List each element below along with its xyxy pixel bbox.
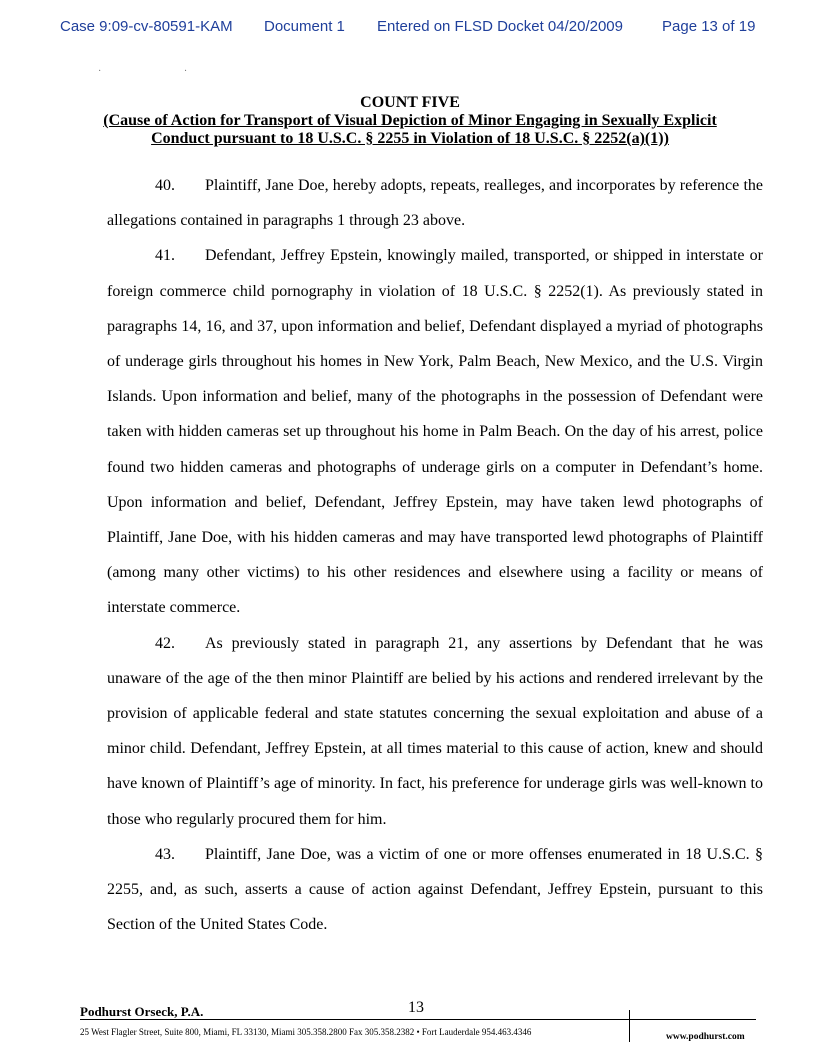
footer-divider [80,1019,756,1020]
count-heading [0,94,820,148]
paragraph-number: 42. [155,634,175,652]
paragraph [107,238,763,625]
paragraph-text: Plaintiff, Jane Doe, was a victim of one or more offenses enumerated in 18 U.S.C. § 2255, and, as such, asserts a cause of action against Defendant, Jeffrey Epstein, pursuant to this Section of the United States Code. [107,845,763,934]
entered-date: Entered on FLSD Docket 04/20/2009 [377,18,623,35]
paragraph-text: Defendant, Jeffrey Epstein, knowingly mailed, transported, or shipped in interstate or foreign commerce child pornography in violation of 18 U.S.C. § 2252(1). As previously stated in paragraphs 14, 16, and 37, upon information and belief, Defendant displayed a myriad of photographs of underage girls throughout his homes in New York, Palm Beach, New Mexico, and the U.S. Virgin Islands. Upon information and belief, many of the photographs in the possession of Defendant were taken with hidden cameras set up throughout his home in Palm Beach. On the day of his arrest, police found two hidden cameras and photographs of underage girls on a computer in Defendant’s home. Upon information and belief, Defendant, Jeffrey Epstein, may have taken lewd photographs of Plaintiff, Jane Doe, with his hidden cameras and may have transported lewd photographs of Plaintiff (among many other victims) to his other residences and elsewhere using a facility or means of interstate commerce. [107,247,763,617]
scan-marks: · · [98,66,228,77]
count-title: COUNT FIVE [360,94,460,111]
case-number: Case 9:09-cv-80591-KAM [60,18,233,35]
firm-website: www.podhurst.com [666,1032,745,1042]
paragraph-text: Plaintiff, Jane Doe, hereby adopts, repeats, realleges, and incorporates by reference the allegations contained in paragraphs 1 through 23 above. [107,177,763,230]
firm-name: Podhurst Orseck, P.A. [80,1004,204,1019]
paragraph-number: 40. [155,177,175,194]
count-subtitle-line2: Conduct pursuant to 18 U.S.C. § 2255 in Violation of 18 U.S.C. § 2252(a)(1)) [151,130,669,147]
paragraph-number: 41. [155,247,175,265]
document-number: Document 1 [264,18,345,35]
firm-address: 25 West Flagler Street, Suite 800, Miami, FL 33130, Miami 305.358.2800 Fax 305.358.2382 • Fort Lauderdale 954.463.4346 [80,1027,532,1037]
page-indicator: Page 13 of 19 [662,18,756,35]
count-subtitle-line1: (Cause of Action for Transport of Visual Depiction of Minor Engaging in Sexually Explicit [103,112,717,129]
page-number: 13 [408,999,424,1016]
paragraph [107,837,763,943]
paragraph-text: As previously stated in paragraph 21, any assertions by Defendant that he was unaware of the age of the then minor Plaintiff are belied by his actions and rendered irrelevant by the provision of applicable federal and state statutes concerning the sexual exploitation and abuse of a minor child. Defendant, Jeffrey Epstein, at all times material to this cause of action, knew and should have known of Plaintiff’s age of minority. In fact, his preference for underage girls was well-known to those who regularly procured them for him. [107,634,763,828]
paragraph-number: 43. [155,845,175,863]
body-paragraphs [107,168,763,942]
footer-vertical-divider [629,1010,630,1042]
paragraph [107,168,763,238]
paragraph [107,626,763,837]
